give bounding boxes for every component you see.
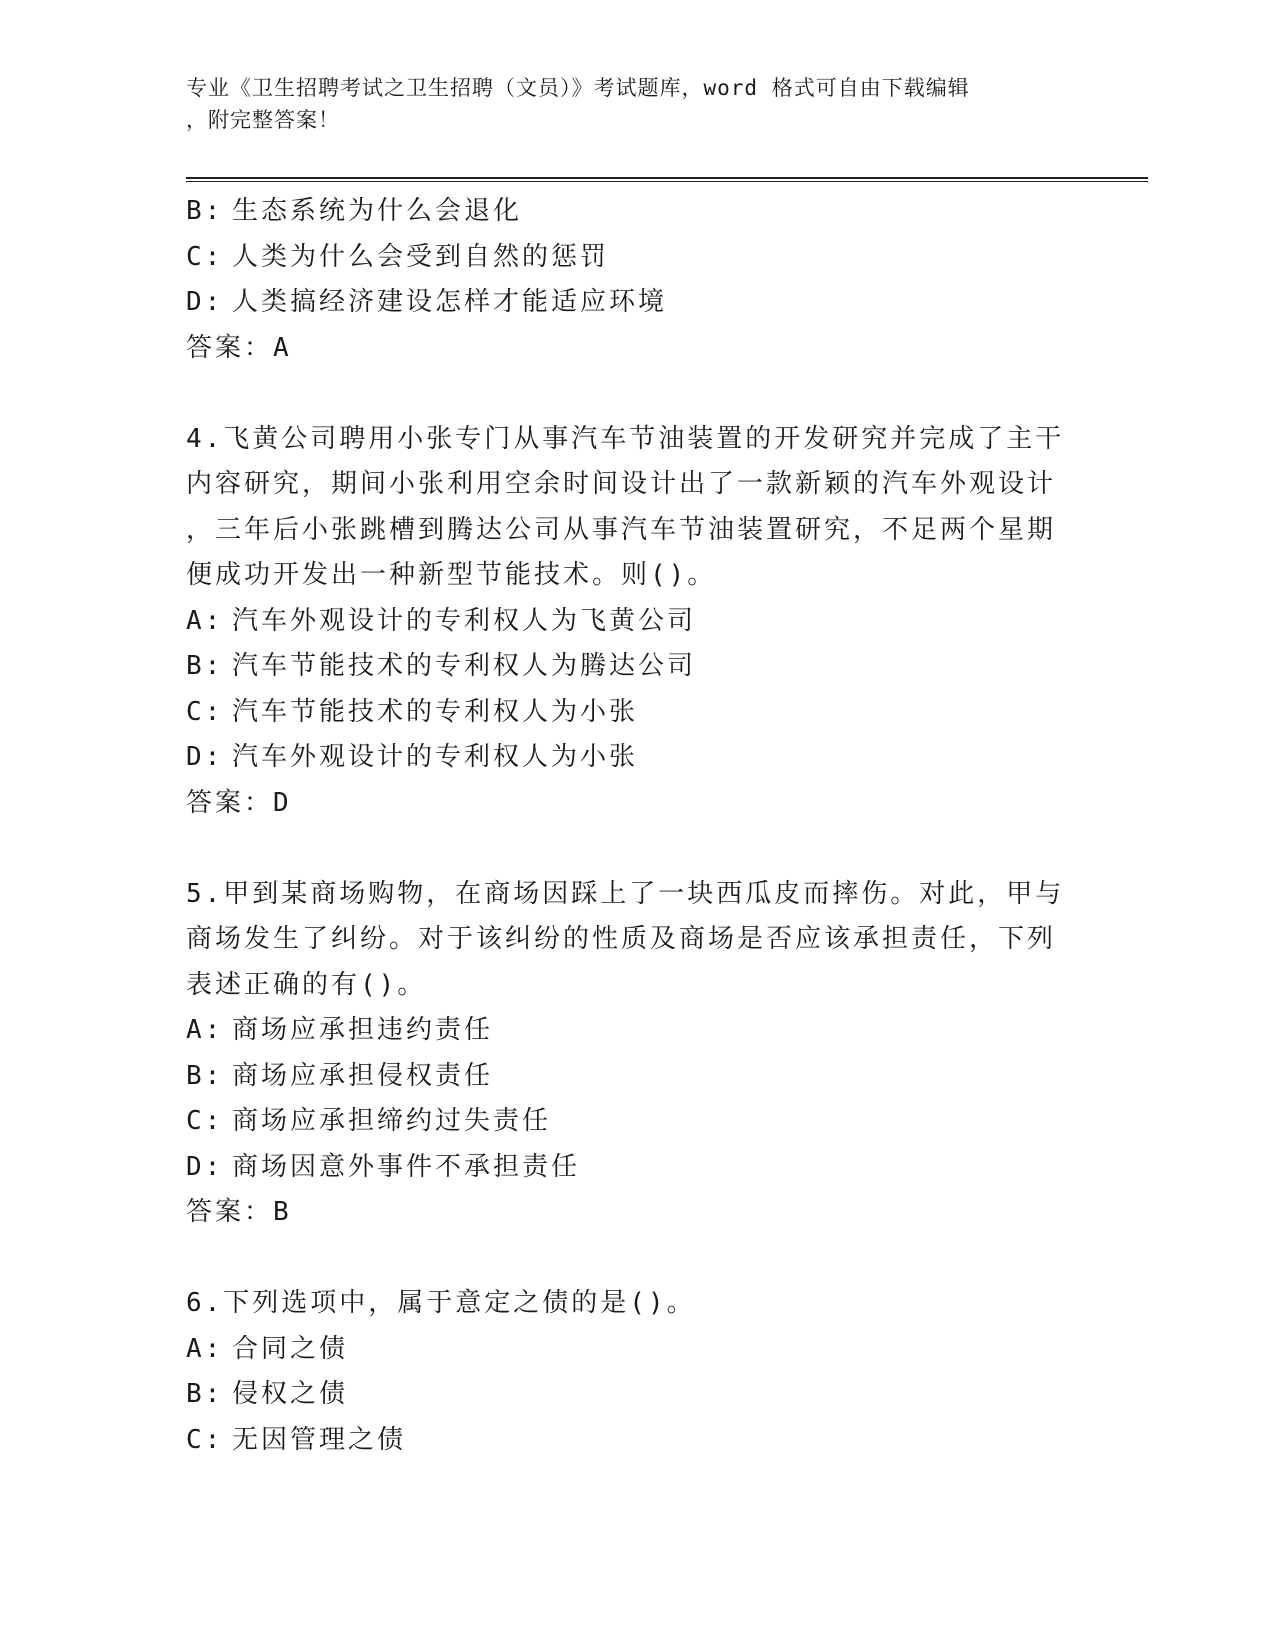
- option-letter: A:: [186, 1015, 224, 1045]
- option-a: [186, 1008, 1066, 1054]
- option-text: 商场应承担缔约过失责任: [232, 1106, 552, 1136]
- question-5: [186, 872, 1066, 1236]
- question-4: [186, 417, 1066, 827]
- option-text: 商场因意外事件不承担责任: [232, 1151, 581, 1182]
- option-b: [186, 189, 1066, 235]
- spacer: [186, 371, 1066, 417]
- option-c: [186, 1418, 1066, 1464]
- question-stem-line: 4.飞黄公司聘用小张专门从事汽车节油装置的开发研究并完成了主干: [186, 423, 1065, 454]
- option-c: [186, 690, 1066, 736]
- document-header: [186, 72, 1086, 136]
- option-text: 无因管理之债: [232, 1424, 407, 1455]
- option-b: [186, 1372, 1066, 1418]
- question-6: [186, 1281, 1066, 1463]
- option-text: 人类为什么会受到自然的惩罚: [232, 241, 610, 272]
- option-text: 商场应承担违约责任: [232, 1015, 494, 1045]
- question-stem-line: 5.甲到某商场购物，在商场因踩上了一块西瓜皮而摔伤。对此，甲与: [186, 878, 1065, 909]
- question-stem-line: 6.下列选项中，属于意定之债的是()。: [186, 1288, 696, 1318]
- option-letter: B:: [186, 1060, 224, 1091]
- option-letter: D:: [186, 1151, 224, 1182]
- question-stem-line: ，三年后小张跳槽到腾达公司从事汽车节油装置研究，不足两个星期: [186, 514, 1057, 545]
- option-letter: C:: [186, 241, 224, 272]
- option-b: [186, 1054, 1066, 1100]
- option-letter: B:: [186, 196, 224, 226]
- option-text: 侵权之债: [232, 1379, 349, 1409]
- option-b: [186, 644, 1066, 690]
- header-rule-thin: [186, 181, 1148, 182]
- option-text: 汽车外观设计的专利权人为小张: [232, 742, 639, 772]
- option-a: [186, 1327, 1066, 1373]
- option-text: 汽车节能技术的专利权人为腾达公司: [232, 651, 697, 681]
- option-text: 汽车节能技术的专利权人为小张: [232, 696, 639, 727]
- question-content: [186, 189, 1066, 1463]
- answer-line: 答案：D: [186, 787, 292, 818]
- option-letter: A:: [186, 1333, 224, 1364]
- option-d: [186, 735, 1066, 781]
- header-rule-thick: [186, 177, 1148, 179]
- option-c: [186, 235, 1066, 281]
- spacer: [186, 826, 1066, 872]
- answer-line: 答案：B: [186, 1197, 292, 1227]
- option-d: [186, 1145, 1066, 1191]
- option-c: [186, 1099, 1066, 1145]
- option-text: 人类搞经济建设怎样才能适应环境: [232, 287, 668, 317]
- option-letter: C:: [186, 1106, 224, 1136]
- option-letter: C:: [186, 696, 224, 727]
- question-stem-line: 商场发生了纠纷。对于该纠纷的性质及商场是否应该承担责任，下列: [186, 924, 1057, 954]
- option-letter: B:: [186, 651, 224, 681]
- option-text: 生态系统为什么会退化: [232, 196, 523, 226]
- option-text: 合同之债: [232, 1333, 349, 1364]
- option-d: [186, 280, 1066, 326]
- header-line-1: 专业《卫生招聘考试之卫生招聘（文员）》考试题库，word 格式可自由下载编辑: [186, 76, 970, 100]
- option-letter: B:: [186, 1379, 224, 1409]
- option-letter: D:: [186, 742, 224, 772]
- question-3-tail: [186, 189, 1066, 371]
- header-line-2: ，附完整答案！: [186, 108, 340, 132]
- answer-line: 答案：A: [186, 332, 292, 363]
- question-stem-line: 内容研究，期间小张利用空余时间设计出了一款新颖的汽车外观设计: [186, 469, 1057, 499]
- option-letter: A:: [186, 605, 224, 636]
- spacer: [186, 1236, 1066, 1282]
- option-text: 商场应承担侵权责任: [232, 1060, 494, 1091]
- option-text: 汽车外观设计的专利权人为飞黄公司: [232, 605, 697, 636]
- option-a: [186, 599, 1066, 645]
- question-stem-line: 便成功开发出一种新型节能技术。则()。: [186, 560, 717, 590]
- option-letter: C:: [186, 1424, 224, 1455]
- question-stem-line: 表述正确的有()。: [186, 969, 427, 1000]
- option-letter: D:: [186, 287, 224, 317]
